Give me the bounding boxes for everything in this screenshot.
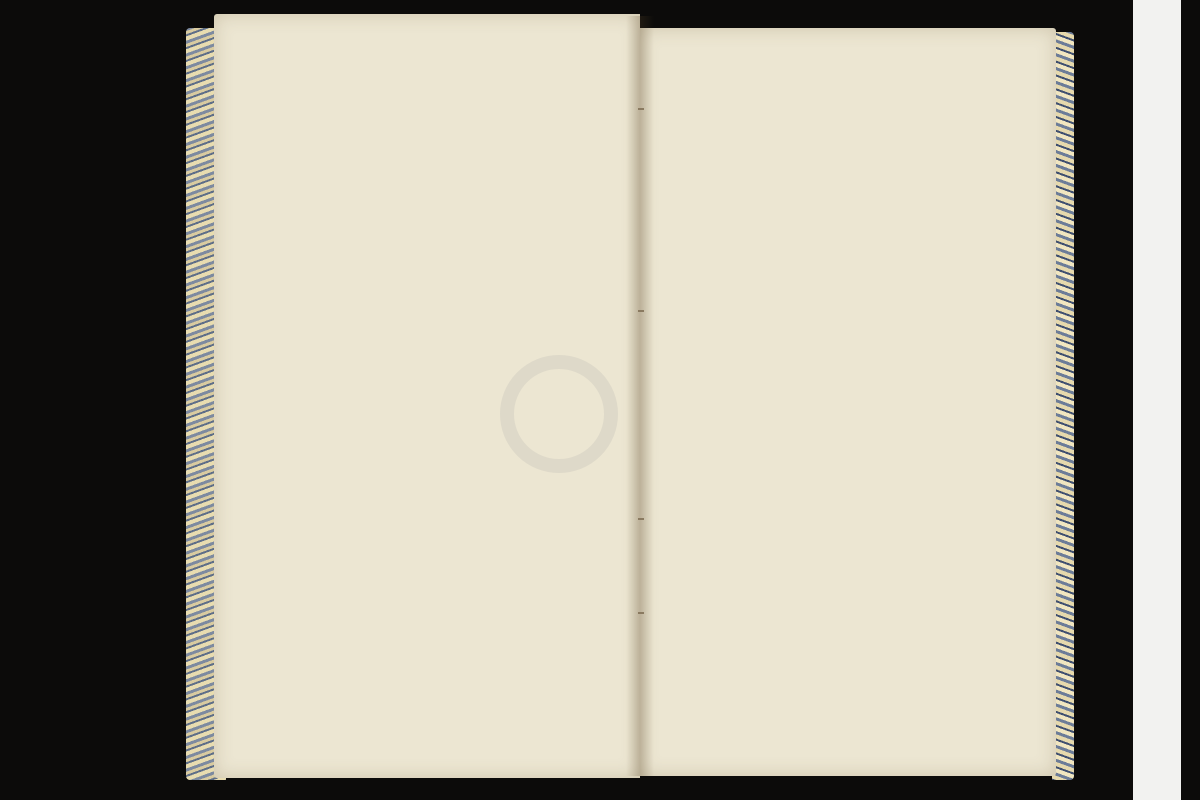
measuring-ruler bbox=[1133, 0, 1181, 800]
text-line bbox=[302, 195, 632, 214]
binding-stitch bbox=[638, 612, 644, 614]
binding-stitch bbox=[638, 518, 644, 520]
left-page-opening-lines bbox=[302, 83, 632, 232]
watermark bbox=[565, 425, 765, 505]
text-line bbox=[302, 102, 632, 121]
text-line bbox=[302, 213, 632, 232]
text-line bbox=[302, 83, 632, 102]
text-line bbox=[302, 157, 632, 176]
binding-stitch bbox=[638, 310, 644, 312]
right-page bbox=[640, 28, 1056, 776]
text-line bbox=[302, 139, 632, 158]
text-line bbox=[302, 120, 632, 139]
text-line bbox=[302, 176, 632, 195]
binding-stitch bbox=[638, 108, 644, 110]
